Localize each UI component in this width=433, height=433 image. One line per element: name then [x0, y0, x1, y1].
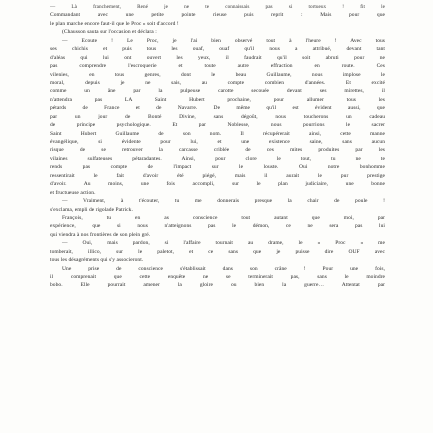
text-line: comme un âne par la pulpeuse carotte secouée devant ses mirettes, il: [50, 88, 385, 95]
text-line: pas comprendre l'escroquerie et toute autre effraction en route. Ces: [50, 63, 385, 70]
text-line: il comprenait que cette enquête ne se terminerait pas, sans le moindre: [50, 274, 385, 280]
text-line: d'avoir. Au moins, une fois accompli, sur le plan judiciaire, une bonne: [50, 181, 385, 188]
text-line: tous les désagréments qui s'y associeront.: [50, 257, 144, 264]
text-line: et fructueuse action.: [50, 189, 96, 196]
text-line: pétards de France et de Navarre. De même qu'il est évident aussi, que: [50, 105, 385, 112]
text-line: ses chichis et puis tous les ouaf, ouaf qu'il nous a attribué, devant tant: [50, 46, 385, 53]
text-line: rends pas compte de l'impact sur le louste. Oui notre bonhomme: [50, 164, 385, 171]
text-line: vilenies, en tous genres, dont le beau Guillaume, nous implose le: [50, 71, 385, 78]
text-line: — Vraiment, à t'écouter, tu me donnerais presque la chair de poule !: [62, 198, 385, 205]
text-line: François, tu en as conscience tout autant que moi, par: [62, 214, 385, 221]
text-line: — Là franchement, René je ne te connaissais pas si tortueux ! fit le: [50, 4, 385, 10]
text-line: expérience, que si nous n'atteignons pas le démon, ce ne sera pas lui: [50, 223, 385, 230]
text-line: par un jour de Bonté Divine, sans dégoût, nous toucherons un cadeau: [50, 113, 385, 120]
text-line: n'attendra pas LA Saint Hubert prochaine, pour allumer tous les: [50, 96, 385, 103]
text-line: — Ecoute ! Le Proc, je l'ai bien observé tout à l'heure ! Avec tous: [62, 37, 385, 44]
text-line: tomberait, illico, sur le paletot, et ce sans que je puisse dire OUF avec: [50, 248, 385, 255]
text-line: s'exclama, empli de rigolade Patrick.: [50, 206, 133, 213]
body-text: [50, 3, 385, 290]
text-line: vilaines sulfateuses pétaradantes. Ainsi, pour clore le tout, tu ne te: [50, 155, 385, 162]
text-line: risque de se retrouver la carcasse criblée de ces mites produites par les: [50, 147, 385, 154]
text-line: bobo. Elle pourrait amener la gloire ou bien la guerre… Attentat par: [50, 282, 385, 289]
text-line: moral, depuis je ne sais, au compte combien d'années. Et excité: [50, 79, 385, 86]
text-line: Saint Hubert Guillaume de son nom. Il récupérerait ainsi, cette manne: [50, 130, 385, 137]
text-line: Une prise de conscience s'établissait dans son crâne ! Pour une fois,: [62, 265, 385, 272]
text-line: d'aléas qui lui ont ouvert les yeux, il faudrait qu'il soit abruti pour ne: [50, 54, 385, 61]
text-line: (Chausson sauta sur l'occasion et déclara :: [62, 29, 157, 36]
text-line: évangélique, si évidente pour lui, et une existence saine, sans aucun: [50, 139, 385, 145]
text-line: ressentirait le fait d'avoir été piégé, mais il aurait le pur prestige: [50, 172, 385, 179]
text-line: — Oui, mais pardon, si l'affaire tournait au drame, le « Proc » me: [62, 240, 385, 247]
text-line: le plan marche encore faut-il que le Proc » soit d'accord !: [50, 20, 179, 27]
text-line: Commandant avec une petite pointe rieuse puis reprit : Mais pour que: [50, 12, 385, 19]
text-line: de principe psychologique. Et par Noblesse, nous pourrions le sacrer: [50, 122, 385, 129]
text-line: qui viendra à nos frontières de son plein gré.: [50, 231, 151, 238]
